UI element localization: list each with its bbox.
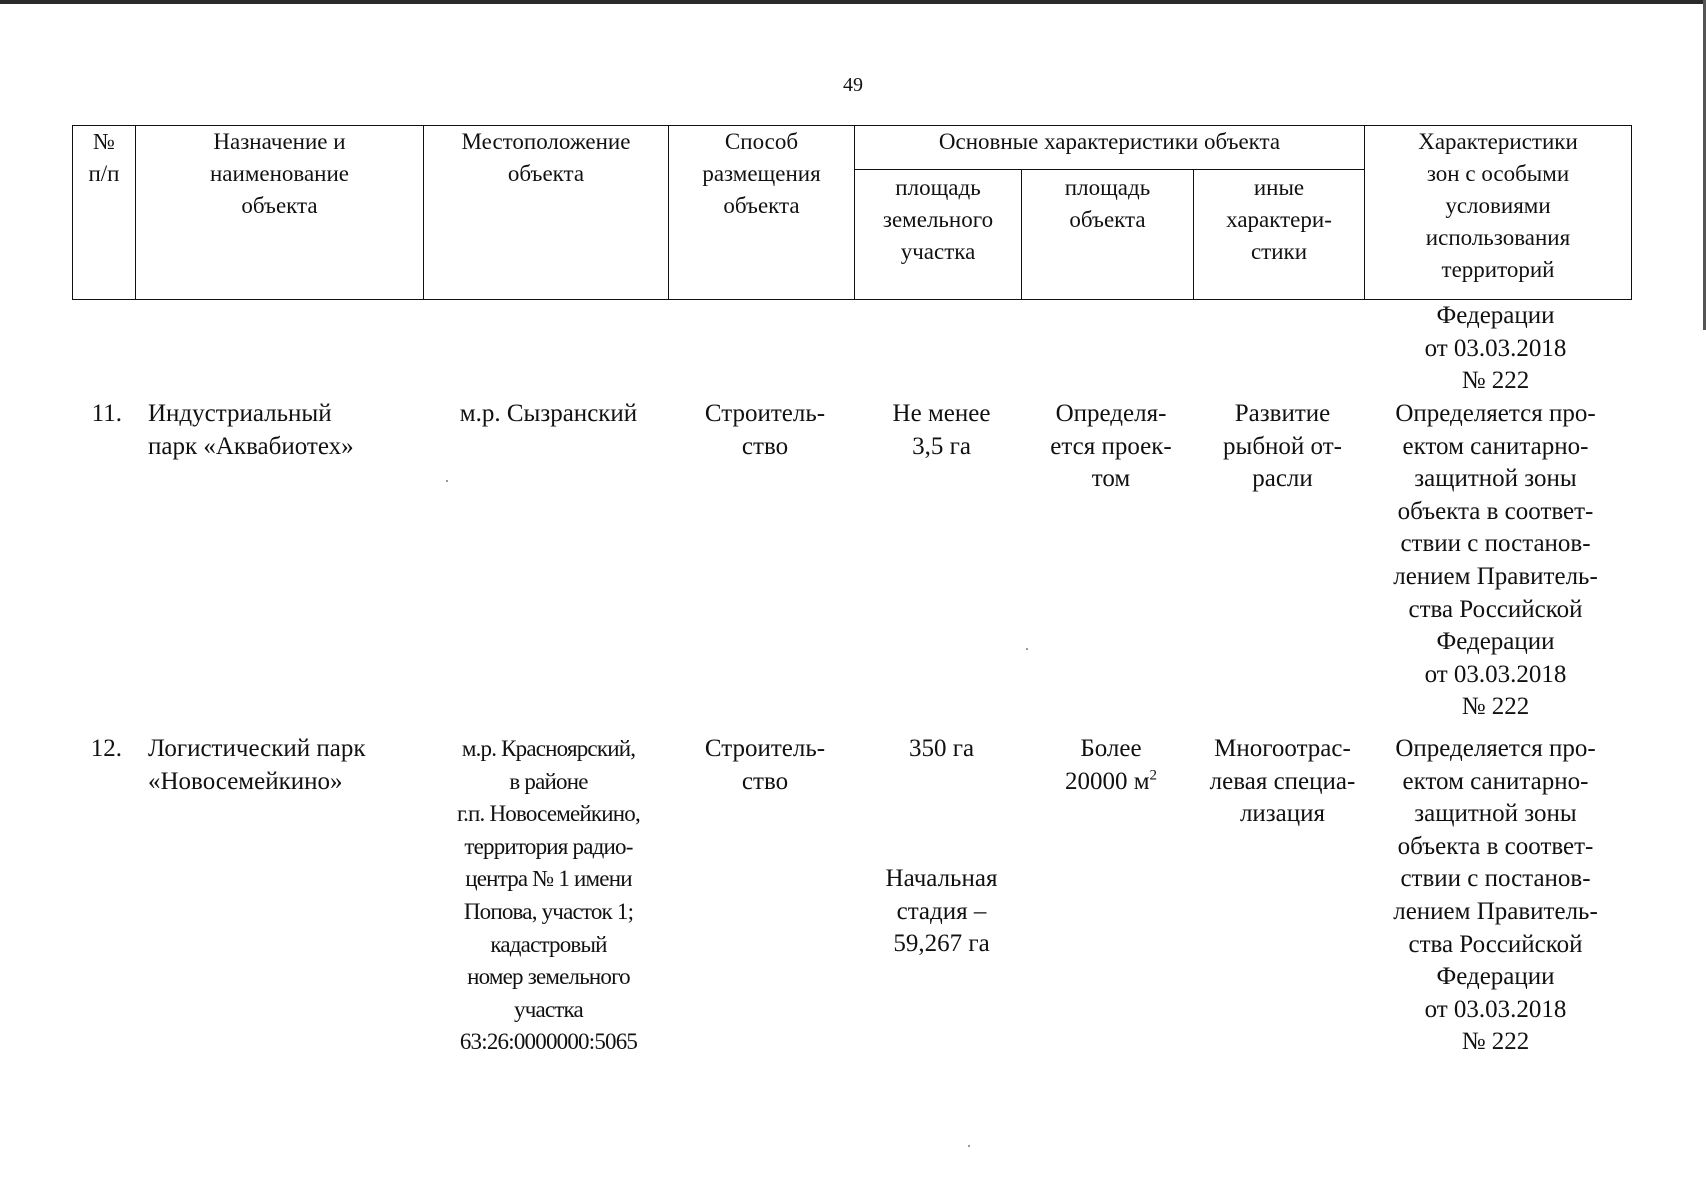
- cell-number: 12.: [90, 735, 122, 762]
- header-col-main-characteristics: Основные характеристики объекта: [855, 126, 1365, 170]
- cell-land-area: Не менее 3,5 га: [892, 400, 991, 460]
- header-col-land-area: площадь земельного участка: [855, 170, 1022, 300]
- cell-other: Многоотрас- левая специа- лизация: [1209, 735, 1356, 828]
- cell-number: 11.: [91, 400, 122, 427]
- cell-land-area: 350 га: [908, 735, 975, 762]
- page-number: 49: [843, 74, 863, 96]
- cell-name: Логистический парк «Новосемейкино»: [148, 735, 366, 795]
- cell-zones: Определяется про- ектом санитарно- защитной зоны объекта в соответ- ствии с постанов- лением Правитель- ства Российской Федерации от 03.03.2018 № 222: [1393, 400, 1598, 721]
- cell-other: Развитие рыбной от- расли: [1223, 400, 1342, 493]
- cell-land-area-initial-stage: Начальная стадия – 59,267 га: [885, 865, 998, 958]
- table-row: [72, 398, 1632, 733]
- scan-speck: [446, 480, 448, 482]
- header-col-method: Способ размещения объекта: [669, 126, 855, 300]
- scan-edge-top: [0, 0, 1706, 4]
- cell-location: м.р. Сызранский: [459, 400, 638, 427]
- cell-method: Строитель- ство: [704, 735, 826, 795]
- cell-name: Индустриальный парк «Аквабиотех»: [148, 400, 354, 460]
- object-area-superscript: 2: [1149, 767, 1158, 784]
- table-row-continuation: [72, 300, 1632, 398]
- header-col-object-area: площадь объекта: [1022, 170, 1194, 300]
- header-col-location: Местоположение объекта: [424, 126, 669, 300]
- scan-speck: [1026, 648, 1028, 650]
- header-col-name: Назначение и наименование объекта: [136, 126, 424, 300]
- table-header: [72, 125, 1632, 300]
- cell-object-area: [1025, 733, 1197, 798]
- header-col-number: № п/п: [73, 126, 136, 300]
- scan-speck: [968, 1145, 970, 1147]
- object-area-value: Более 20000 м: [1064, 735, 1150, 795]
- header-col-zones: Характеристики зон с особыми условиями использования территорий: [1365, 126, 1632, 300]
- cell-zones-continuation: Федерации от 03.03.2018 № 222: [1424, 302, 1567, 395]
- cell-method: Строитель- ство: [704, 400, 826, 460]
- cell-object-area: Определя- ется проек- том: [1050, 400, 1172, 493]
- cell-location: м.р. Красноярский, в районе г.п. Новосемейкино, территория радио- центра № 1 имени Попова, участок 1; кадастровый номер земельного участка 63:26:0000000:5065: [457, 736, 640, 1055]
- header-col-other: иные характери- стики: [1194, 170, 1365, 300]
- cell-zones: Определяется про- ектом санитарно- защитной зоны объекта в соответ- ствии с постанов- лением Правитель- ства Российской Федерации от 03.03.2018 № 222: [1393, 735, 1598, 1056]
